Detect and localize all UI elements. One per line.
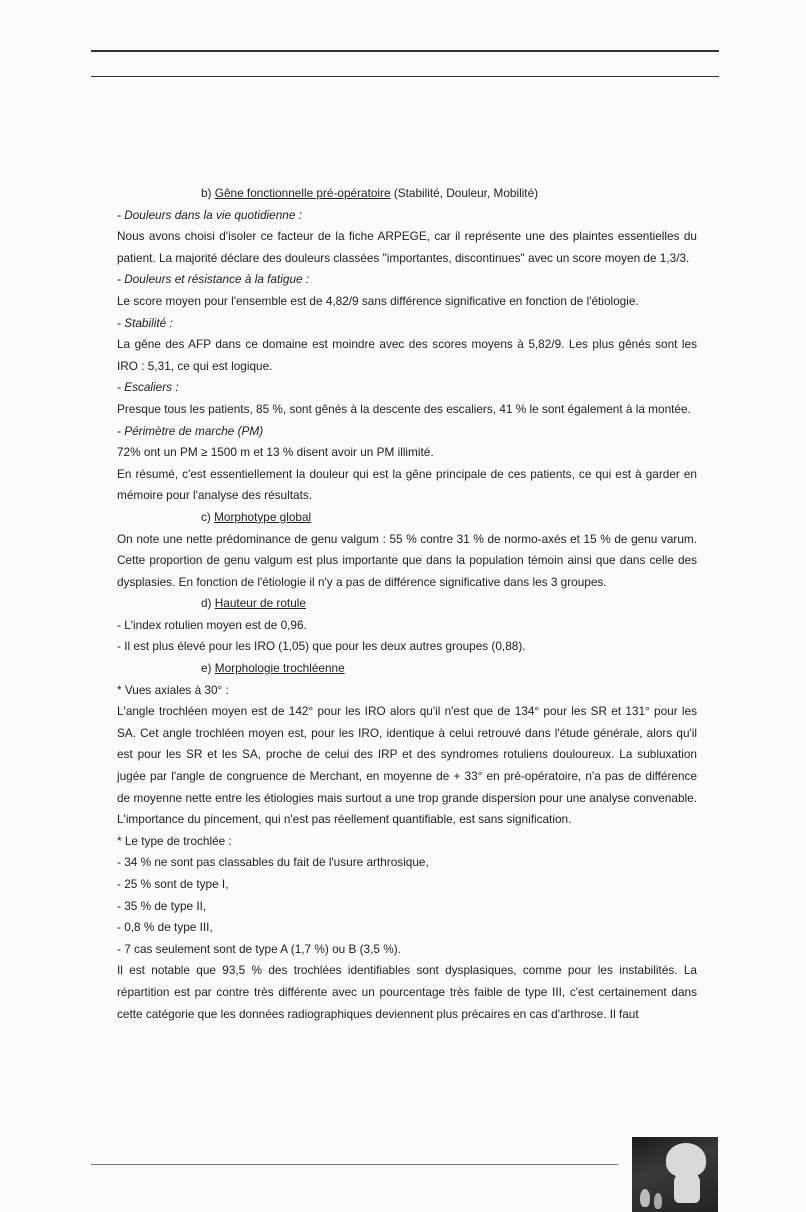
escaliers-heading: - Escaliers : — [117, 380, 179, 395]
type-item: - 34 % ne sont pas classables du fait de l'usure arthrosique, — [117, 855, 429, 870]
resume-paragraph: En résumé, c'est essentiellement la douleur qui est la gêne principale de ces patients, ce qui est à garder en mémoire pour l'analyse des résultats. — [117, 466, 697, 503]
final-paragraph: Il est notable que 93,5 % des trochlées identifiables sont dysplasiques, comme pour les instabilités. La répartition est par contre très différente avec un pourcentage très faible de type III, c'est certainement dans cette catégorie que les données radiographiques deviennent plus précaires en cas d'arthrose. Il faut — [117, 963, 697, 1021]
type-item: - 0,8 % de type III, — [117, 920, 213, 935]
header-rule-top — [91, 50, 719, 52]
vues-heading: * Vues axiales à 30° : — [117, 682, 229, 697]
fatigue-paragraph: Le score moyen pour l'ensemble est de 4,82/9 sans différence significative en fonction de l'étiologie. — [117, 293, 639, 308]
section-d-heading: d) Hauteur de rotule — [201, 596, 306, 611]
section-d-line-1: - L'index rotulien moyen est de 0,96. — [117, 617, 307, 632]
vues-paragraph: L'angle trochléen moyen est de 142° pour les IRO alors qu'il n'est que de 134° pour les SR et 131° pour les SA. Cet angle trochléen moyen est, pour les IRO, identique à celui retrouvé dans l'étude générale, alors qu'il est pour les SR et les SA, proche de celui des IRP et des syndromes rotuliens douloureux. La subluxation jugée par l'angle de congruence de Merchant, en moyenne de + 33° en pré-opératoire, n'a pas de différence de moyenne nette entre les étiologies mais surtout a une trop grande dispersion pour une analyse convenable. L'importance du pincement, qui n'est pas réellement quantifiable, est sans signification. — [117, 704, 697, 827]
type-heading: * Le type de trochlée : — [117, 833, 232, 848]
section-e-heading: e) Morphologie trochléenne — [201, 661, 345, 676]
escaliers-paragraph: Presque tous les patients, 85 %, sont gênés à la descente des escaliers, 41 % le sont également à la montée. — [117, 401, 691, 416]
document-body — [117, 183, 697, 1025]
douleurs-paragraph: Nous avons choisi d'isoler ce facteur de la fiche ARPEGE, car il représente une des plaintes essentielles du patient. La majorité déclare des douleurs classées "importantes, discontinues" avec un score moyen de 1,3/3. — [117, 229, 697, 265]
section-c-paragraph: On note une nette prédominance de genu valgum : 55 % contre 31 % de normo-axés et 15 % de genu varum. Cette proportion de genu valgum est plus importante que dans la population témoin ainsi que dans celle des dysplasies. En fonction de l'étiologie il n'y a pas de différence significative dans les 3 groupes. — [117, 531, 697, 589]
type-item: - 7 cas seulement sont de type A (1,7 %) ou B (3,5 %). — [117, 941, 401, 956]
knee-xray-thumbnail — [632, 1137, 718, 1212]
section-b-title: Gêne fonctionnelle pré-opératoire — [214, 186, 391, 200]
section-b-heading: b) Gêne fonctionnelle pré-opératoire (Stabilité, Douleur, Mobilité) — [201, 186, 539, 200]
header-rule-bottom — [91, 76, 719, 77]
stabilite-heading: - Stabilité : — [117, 315, 173, 330]
type-item: - 35 % de type II, — [117, 898, 207, 913]
section-d-title: Hauteur de rotule — [214, 596, 306, 611]
pm-paragraph: 72% ont un PM ≥ 1500 m et 13 % disent avoir un PM illimité. — [117, 445, 434, 460]
stabilite-paragraph: La gêne des AFP dans ce domaine est moindre avec des scores moyens à 5,82/9. Les plus gênés sont les IRO : 5,31, ce qui est logique. — [117, 337, 697, 373]
section-d-line-2: - Il est plus élevé pour les IRO (1,05) que pour les deux autres groupes (0,88). — [117, 639, 526, 654]
section-c-title: Morphotype global — [214, 509, 312, 524]
fatigue-heading: - Douleurs et résistance à la fatigue : — [117, 272, 310, 287]
type-item: - 25 % sont de type I, — [117, 877, 229, 891]
footer-rule — [91, 1164, 618, 1165]
section-c-heading: c) Morphotype global — [201, 509, 312, 524]
section-e-title: Morphologie trochléenne — [214, 661, 345, 676]
douleurs-heading: - Douleurs dans la vie quotidienne : — [117, 207, 302, 222]
pm-heading: - Périmètre de marche (PM) — [117, 423, 264, 438]
